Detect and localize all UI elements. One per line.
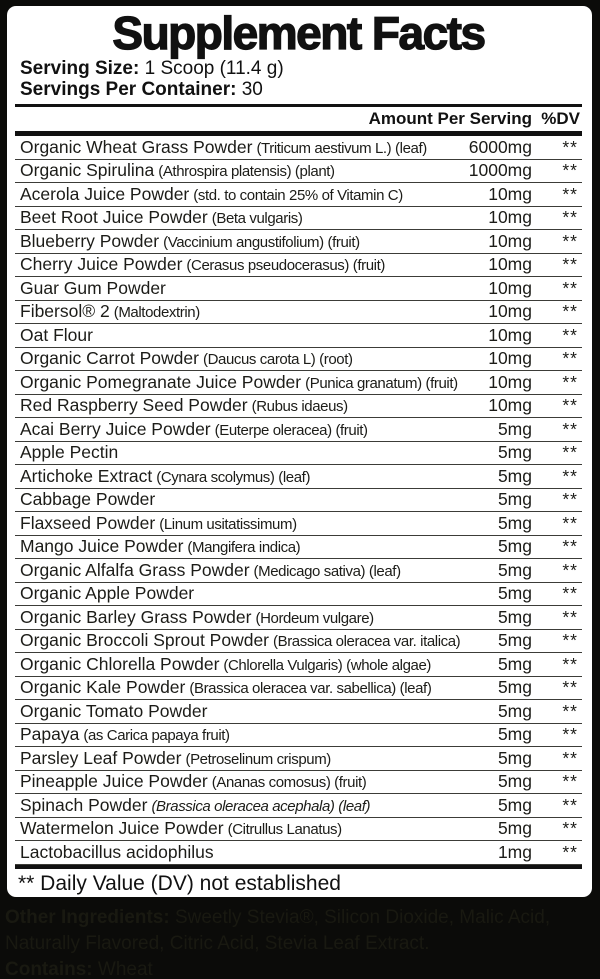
- other-ingredients-line: [5, 905, 600, 957]
- ingredient-amount: 5mg: [497, 653, 532, 674]
- ingredient-name: Organic Broccoli Sprout Powder (Brassica oleracea var. italica): [20, 630, 461, 651]
- ingredient-amount: 1mg: [497, 841, 532, 862]
- ingredient-name: Flaxseed Powder (Linum usitatissimum): [20, 512, 297, 533]
- ingredient-detail: (Chlorella Vulgaris) (whole algae): [223, 656, 432, 674]
- ingredient-amount: 10mg: [488, 207, 532, 228]
- ingredient-amount: 10mg: [488, 348, 532, 369]
- ingredient-dv: **: [562, 653, 578, 674]
- percent-dv-header: %DV: [541, 109, 580, 128]
- ingredient-detail: (Vaccinium angustifolium) (fruit): [163, 233, 360, 251]
- ingredient-amount: 10mg: [488, 183, 532, 204]
- ingredient-detail: (Citrullus Lanatus): [227, 821, 342, 839]
- serving-size-value: 1 Scoop (11.4 g): [144, 58, 284, 79]
- ingredient-dv: **: [562, 230, 578, 251]
- ingredient-name: Guar Gum Powder: [20, 277, 166, 298]
- ingredient-detail: (Cerasus pseudocerasus) (fruit): [186, 257, 385, 275]
- ingredient-dv: **: [562, 724, 578, 745]
- ingredient-dv: **: [562, 301, 578, 322]
- ingredient-amount: 1000mg: [468, 160, 532, 181]
- ingredient-detail: (Linum usitatissimum): [159, 515, 297, 533]
- ingredient-name: Organic Carrot Powder (Daucus carota L) (root): [20, 348, 353, 369]
- ingredient-dv: **: [562, 418, 578, 439]
- table-column-header: [15, 107, 582, 131]
- ingredient-amount: 10mg: [488, 371, 532, 392]
- table-row: [15, 653, 582, 677]
- ingredient-amount: 5mg: [497, 583, 532, 604]
- ingredient-detail: (Beta vulgaris): [211, 210, 303, 228]
- ingredient-dv: **: [562, 489, 578, 510]
- ingredient-amount: 5mg: [497, 512, 532, 533]
- ingredient-detail: (Daucus carota L) (root): [202, 351, 353, 369]
- table-row: [15, 700, 582, 724]
- ingredient-dv: **: [562, 794, 578, 815]
- serving-size-line: [15, 58, 582, 79]
- ingredient-amount: 10mg: [488, 230, 532, 251]
- other-ingredients-section: [0, 897, 600, 979]
- ingredient-amount: 5mg: [497, 747, 532, 768]
- table-row: [15, 818, 582, 842]
- ingredient-name: Organic Barley Grass Powder (Hordeum vulgare): [20, 606, 374, 627]
- ingredient-dv: **: [562, 677, 578, 698]
- table-row: [15, 254, 582, 278]
- ingredient-detail: (Euterpe oleracea) (fruit): [214, 421, 368, 439]
- ingredient-dv: **: [562, 700, 578, 721]
- ingredient-detail: (Brassica oleracea acephala) (leaf): [151, 797, 371, 815]
- ingredient-name: Organic Spirulina (Athrospira platensis) (plant): [20, 160, 335, 181]
- amount-per-serving-header: Amount Per Serving: [368, 109, 532, 128]
- ingredient-dv: **: [562, 254, 578, 275]
- serving-size-label: Serving Size:: [20, 58, 140, 79]
- ingredient-dv: **: [562, 747, 578, 768]
- table-row: [15, 747, 582, 771]
- ingredient-amount: 10mg: [488, 301, 532, 322]
- servings-per-container-label: Servings Per Container:: [20, 79, 237, 100]
- ingredient-name: Blueberry Powder (Vaccinium angustifolium) (fruit): [20, 230, 360, 251]
- table-row: [15, 536, 582, 560]
- ingredient-dv: **: [562, 348, 578, 369]
- ingredient-name: Beet Root Juice Powder (Beta vulgaris): [20, 207, 303, 228]
- ingredient-amount: 5mg: [497, 771, 532, 792]
- ingredient-amount: 5mg: [497, 794, 532, 815]
- table-row: [15, 512, 582, 536]
- ingredient-name: Watermelon Juice Powder (Citrullus Lanatus): [20, 818, 342, 839]
- ingredient-dv: **: [562, 630, 578, 651]
- ingredient-name: Pineapple Juice Powder (Ananas comosus) (fruit): [20, 771, 367, 792]
- servings-per-container-value: 30: [241, 79, 263, 100]
- table-row: [15, 348, 582, 372]
- other-ingredients-label: Other Ingredients:: [5, 907, 170, 928]
- ingredient-detail: (Brassica oleracea var. sabellica) (leaf): [189, 680, 432, 698]
- ingredient-name: Spinach Powder (Brassica oleracea acephala) (leaf): [20, 794, 371, 815]
- ingredient-dv: **: [562, 841, 578, 862]
- ingredient-dv: **: [562, 371, 578, 392]
- ingredient-amount: 5mg: [497, 489, 532, 510]
- ingredient-detail: (std. to contain 25% of Vitamin C): [193, 186, 403, 204]
- daily-value-footnote: ** Daily Value (DV) not established: [18, 872, 341, 895]
- ingredient-dv: **: [562, 536, 578, 557]
- ingredient-name: Organic Alfalfa Grass Powder (Medicago sativa) (leaf): [20, 559, 401, 580]
- ingredient-detail: (Brassica oleracea var. italica): [273, 633, 461, 651]
- ingredient-name: Organic Pomegranate Juice Powder (Punica granatum) (fruit): [20, 371, 458, 392]
- table-row: [15, 301, 582, 325]
- ingredient-amount: 10mg: [488, 324, 532, 345]
- ingredient-amount: 5mg: [497, 630, 532, 651]
- ingredient-name: Cherry Juice Powder (Cerasus pseudocerasus) (fruit): [20, 254, 385, 275]
- ingredient-dv: **: [562, 771, 578, 792]
- ingredient-detail: (Medicago sativa) (leaf): [253, 562, 401, 580]
- table-row: [15, 442, 582, 466]
- ingredient-detail: (Triticum aestivum L.) (leaf): [256, 139, 427, 157]
- ingredient-name: Parsley Leaf Powder (Petroselinum crispum): [20, 747, 331, 768]
- ingredient-dv: **: [562, 207, 578, 228]
- table-row: [15, 160, 582, 184]
- ingredient-name: Acerola Juice Powder (std. to contain 25% of Vitamin C): [20, 183, 403, 204]
- contains-label: Contains:: [5, 959, 93, 979]
- ingredient-detail: (Petroselinum crispum): [185, 750, 331, 768]
- table-row: [15, 606, 582, 630]
- ingredient-amount: 5mg: [497, 724, 532, 745]
- ingredient-detail: (Hordeum vulgare): [255, 609, 374, 627]
- table-row: [15, 324, 582, 348]
- ingredient-name: Organic Apple Powder: [20, 583, 195, 604]
- table-row: [15, 794, 582, 818]
- ingredient-name: Cabbage Powder: [20, 489, 156, 510]
- ingredient-detail: (Maltodextrin): [113, 304, 200, 322]
- table-row: [15, 841, 582, 865]
- ingredient-amount: 5mg: [497, 818, 532, 839]
- ingredient-amount: 5mg: [497, 418, 532, 439]
- table-row: [15, 136, 582, 160]
- ingredient-name: Artichoke Extract (Cynara scolymus) (leaf): [20, 465, 311, 486]
- ingredient-name: Acai Berry Juice Powder (Euterpe oleracea) (fruit): [20, 418, 368, 439]
- ingredient-dv: **: [562, 395, 578, 416]
- table-row: [15, 395, 582, 419]
- table-row: [15, 559, 582, 583]
- ingredient-name: Red Raspberry Seed Powder (Rubus idaeus): [20, 395, 348, 416]
- ingredient-amount: 5mg: [497, 465, 532, 486]
- ingredient-name: Lactobacillus acidophilus: [20, 841, 214, 862]
- table-row: [15, 771, 582, 795]
- table-row: [15, 230, 582, 254]
- ingredient-detail: (Punica granatum) (fruit): [305, 374, 458, 392]
- ingredient-amount: 5mg: [497, 559, 532, 580]
- table-row: [15, 418, 582, 442]
- contains-value: Wheat: [97, 959, 153, 979]
- ingredient-amount: 10mg: [488, 254, 532, 275]
- ingredient-detail: (Cynara scolymus) (leaf): [156, 468, 311, 486]
- table-row: [15, 724, 582, 748]
- servings-per-container-line: [15, 79, 582, 100]
- table-row: [15, 489, 582, 513]
- ingredient-dv: **: [562, 818, 578, 839]
- ingredient-name: Fibersol® 2 (Maltodextrin): [20, 301, 200, 322]
- ingredient-name: Papaya (as Carica papaya fruit): [20, 724, 230, 745]
- ingredient-dv: **: [562, 512, 578, 533]
- panel-title: Supplement Facts: [112, 7, 485, 59]
- ingredient-amount: 10mg: [488, 395, 532, 416]
- table-row: [15, 630, 582, 654]
- other-ingredients-text: Sweetly Stevia®, Silicon Dioxide, Malic Acid, Naturally Flavored, Citric Acid, Stevia Leaf Extract.: [5, 907, 551, 954]
- table-row: [15, 465, 582, 489]
- ingredient-dv: **: [562, 277, 578, 298]
- table-row: [15, 207, 582, 231]
- ingredient-dv: **: [562, 465, 578, 486]
- ingredient-dv: **: [562, 324, 578, 345]
- ingredient-amount: 6000mg: [468, 136, 532, 157]
- ingredient-dv: **: [562, 183, 578, 204]
- ingredient-amount: 5mg: [497, 606, 532, 627]
- ingredient-name: Apple Pectin: [20, 442, 119, 463]
- ingredient-table: [15, 136, 582, 865]
- ingredient-amount: 5mg: [497, 700, 532, 721]
- ingredient-dv: **: [562, 583, 578, 604]
- ingredient-amount: 5mg: [497, 442, 532, 463]
- ingredient-name: Organic Wheat Grass Powder (Triticum aestivum L.) (leaf): [20, 136, 427, 157]
- ingredient-dv: **: [562, 442, 578, 463]
- table-row: [15, 183, 582, 207]
- ingredient-amount: 5mg: [497, 677, 532, 698]
- table-row: [15, 583, 582, 607]
- ingredient-dv: **: [562, 136, 578, 157]
- ingredient-dv: **: [562, 559, 578, 580]
- ingredient-detail: (Rubus idaeus): [251, 398, 348, 416]
- ingredient-amount: 5mg: [497, 536, 532, 557]
- ingredient-amount: 10mg: [488, 277, 532, 298]
- table-row: [15, 277, 582, 301]
- ingredient-name: Oat Flour: [20, 324, 93, 345]
- table-row: [15, 677, 582, 701]
- ingredient-name: Organic Tomato Powder: [20, 700, 208, 721]
- ingredient-name: Organic Chlorella Powder (Chlorella Vulgaris) (whole algae): [20, 653, 432, 674]
- table-row: [15, 371, 582, 395]
- ingredient-detail: (Athrospira platensis) (plant): [158, 163, 335, 181]
- ingredient-detail: (Mangifera indica): [187, 539, 301, 557]
- ingredient-detail: (as Carica papaya fruit): [83, 727, 230, 745]
- ingredient-dv: **: [562, 160, 578, 181]
- supplement-facts-panel: [7, 6, 592, 897]
- ingredient-name: Organic Kale Powder (Brassica oleracea var. sabellica) (leaf): [20, 677, 432, 698]
- ingredient-dv: **: [562, 606, 578, 627]
- ingredient-name: Mango Juice Powder (Mangifera indica): [20, 536, 301, 557]
- ingredient-detail: (Ananas comosus) (fruit): [211, 774, 367, 792]
- contains-line: [5, 957, 600, 979]
